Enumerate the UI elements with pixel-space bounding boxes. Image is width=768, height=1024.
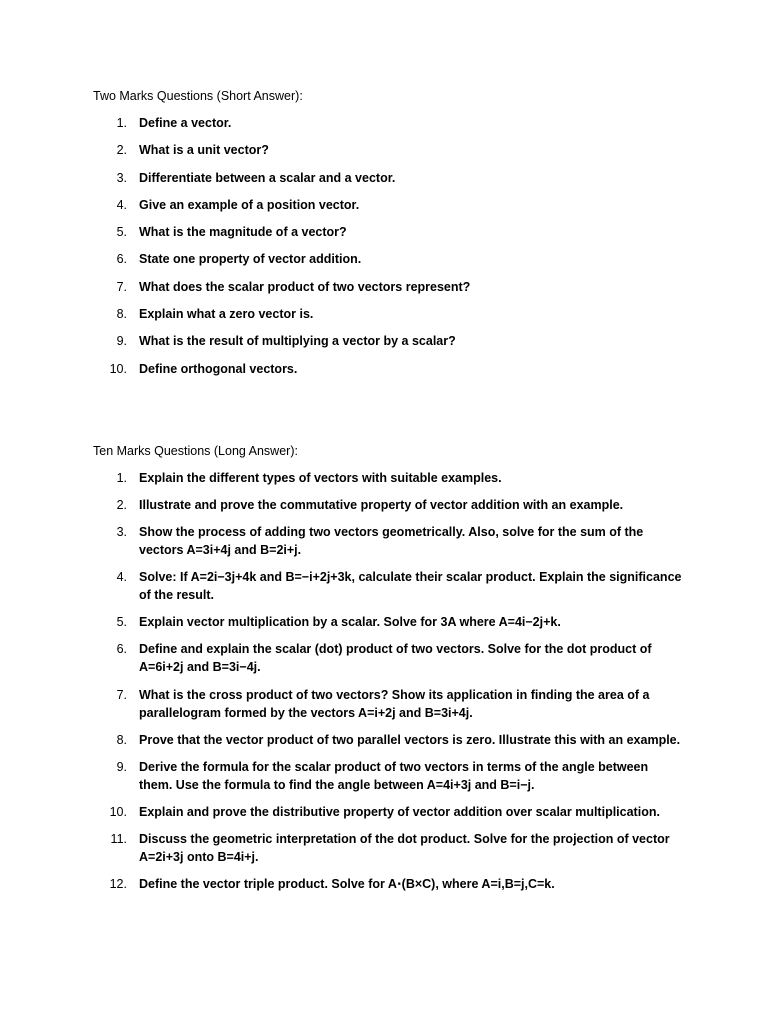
question-number: 5. [116, 225, 127, 240]
question-text: Discuss the geometric interpretation of the dot product. Solve for the projection of vector A=2i+3j onto B=4i+j. [139, 831, 670, 864]
question-text: Define the vector triple product. Solve for A⋅(B×C), where A=i,B=j,C=k. [139, 877, 555, 892]
short-answer-question-list [93, 114, 683, 387]
question-text: Explain what a zero vector is. [139, 307, 314, 322]
question-item [93, 305, 683, 323]
question-number: 9. [116, 334, 127, 349]
question-text: Prove that the vector product of two parallel vectors is zero. Illustrate this with an example. [139, 732, 681, 747]
question-text: Explain and prove the distributive property of vector addition over scalar multiplication. [139, 804, 660, 819]
question-number: 7. [116, 279, 127, 294]
question-item [93, 169, 683, 187]
question-text: Define a vector. [139, 116, 232, 130]
question-number: 3. [116, 525, 127, 540]
question-item [93, 141, 683, 159]
question-item [93, 640, 683, 676]
question-item [93, 114, 683, 132]
question-item [93, 758, 683, 794]
question-number: 1. [116, 471, 127, 485]
question-number: 3. [116, 170, 127, 185]
question-text: Explain vector multiplication by a scalar. Solve for 3A where A=4i−2j+k. [139, 615, 561, 630]
question-item [93, 568, 683, 604]
long-answer-question-list [93, 469, 683, 902]
question-number: 10. [109, 361, 127, 376]
question-item [93, 613, 683, 631]
long-answer-heading: Ten Marks Questions (Long Answer): [93, 444, 298, 458]
question-text: Differentiate between a scalar and a vector. [139, 170, 396, 185]
question-item [93, 223, 683, 241]
question-text: Give an example of a position vector. [139, 197, 360, 212]
question-text: State one property of vector addition. [139, 252, 362, 267]
question-number: 4. [116, 197, 127, 212]
question-item [93, 803, 683, 821]
question-text: Illustrate and prove the commutative property of vector addition with an example. [139, 498, 624, 513]
question-number: 2. [116, 498, 127, 513]
question-item [93, 332, 683, 350]
question-number: 11. [110, 831, 127, 846]
question-number: 5. [116, 615, 127, 630]
question-number: 6. [116, 642, 127, 657]
question-text: Define orthogonal vectors. [139, 361, 298, 376]
question-number: 8. [116, 307, 127, 322]
question-number: 9. [116, 759, 127, 774]
question-number: 4. [116, 570, 127, 585]
question-item [93, 875, 683, 893]
question-item [93, 278, 683, 296]
question-number: 8. [116, 732, 127, 747]
question-text: Derive the formula for the scalar product of two vectors in terms of the angle between them. Use the formula to find the angle between A=4i+3j and B=i−j. [139, 759, 649, 792]
question-text: Show the process of adding two vectors geometrically. Also, solve for the sum of the vectors A=3i+4j and B=2i+j. [139, 525, 644, 558]
question-item [93, 250, 683, 268]
question-item [93, 360, 683, 378]
question-text: What is the result of multiplying a vector by a scalar? [139, 334, 456, 349]
question-item [93, 830, 683, 866]
question-text: Define and explain the scalar (dot) product of two vectors. Solve for the dot product of A=6i+2j and B=3i−4j. [139, 642, 652, 675]
question-number: 12. [109, 877, 127, 892]
question-text: What is a unit vector? [139, 143, 269, 158]
question-number: 10. [109, 804, 127, 819]
question-item [93, 731, 683, 749]
question-number: 7. [116, 687, 127, 702]
question-item [93, 196, 683, 214]
question-item [93, 496, 683, 514]
question-text: What does the scalar product of two vectors represent? [139, 279, 471, 294]
short-answer-heading: Two Marks Questions (Short Answer): [93, 89, 303, 103]
question-number: 1. [116, 116, 127, 130]
question-item [93, 686, 683, 722]
question-text: What is the magnitude of a vector? [139, 225, 347, 240]
question-item [93, 469, 683, 487]
question-text: Explain the different types of vectors with suitable examples. [139, 471, 502, 485]
question-item [93, 523, 683, 559]
question-number: 6. [116, 252, 127, 267]
question-text: What is the cross product of two vectors? Show its application in finding the area of a parallelogram formed by the vectors A=i+2j and B=3i+4j. [139, 687, 650, 720]
question-number: 2. [116, 143, 127, 158]
question-text: Solve: If A=2i−3j+4k and B=−i+2j+3k, calculate their scalar product. Explain the significance of the result. [139, 570, 682, 603]
